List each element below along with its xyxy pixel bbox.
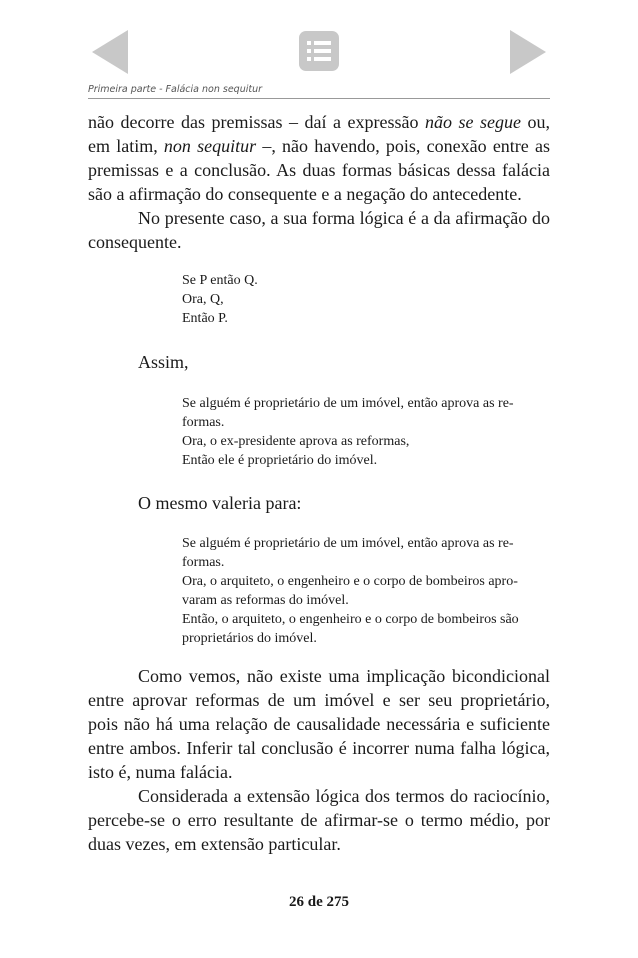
left-arrow-icon[interactable] — [90, 28, 130, 76]
running-header: Primeira parte - Falácia non sequitur — [88, 84, 550, 99]
paragraph-3-4 — [88, 664, 550, 856]
paragraph-1: não decorre das premissas – daí a expressão não se segue ou, em latim, non sequitur –, não havendo, pois, conexão entre as premissas e a conclusão. As duas formas básicas dessa falácia são a afirmação do consequente e a negação do antecedente. No presente caso, a sua forma lógica é a da afirmação do consequente. — [88, 112, 551, 252]
page-number: 26 de 275 — [289, 894, 349, 910]
example-1-block: Se alguém é proprietário de um imóvel, então aprova as re- formas. Ora, o ex-presidente aprova as reformas, Então ele é proprietário do imóvel. — [182, 396, 514, 468]
paragraph-4: Considerada a extensão lógica dos termos do raciocínio, percebe-se o erro resultante de afirmar-se o termo médio, por duas vezes, em extensão particular. — [88, 786, 550, 854]
logical-schema: Se P então Q. Ora, Q, Então P. — [182, 273, 258, 326]
example-2-lead: O mesmo valeria para: — [138, 493, 302, 513]
list-icon[interactable] — [298, 30, 340, 72]
right-arrow-icon[interactable] — [508, 28, 548, 76]
paragraph-3: Como vemos, não existe uma implicação bicondicional entre aprovar reformas de um imóvel e ser seu proprietário, pois não há uma relação de causalidade necessária e suficiente entre ambos. Inferir tal conclusão é incorrer numa falha lógica, isto é, numa falácia. — [88, 666, 550, 782]
paragraph-2: No presente caso, a sua forma lógica é a da afirmação do consequente. — [88, 208, 550, 252]
example-2-block: Se alguém é proprietário de um imóvel, então aprova as re- formas. Ora, o arquiteto, o engenheiro e o corpo de bombeiros apro- varam as reformas do imóvel. Então, o arquiteto, o engenheiro e o corpo de bombeiros são proprietários do imóvel. — [182, 536, 519, 646]
example-1-lead: Assim, — [138, 352, 189, 372]
